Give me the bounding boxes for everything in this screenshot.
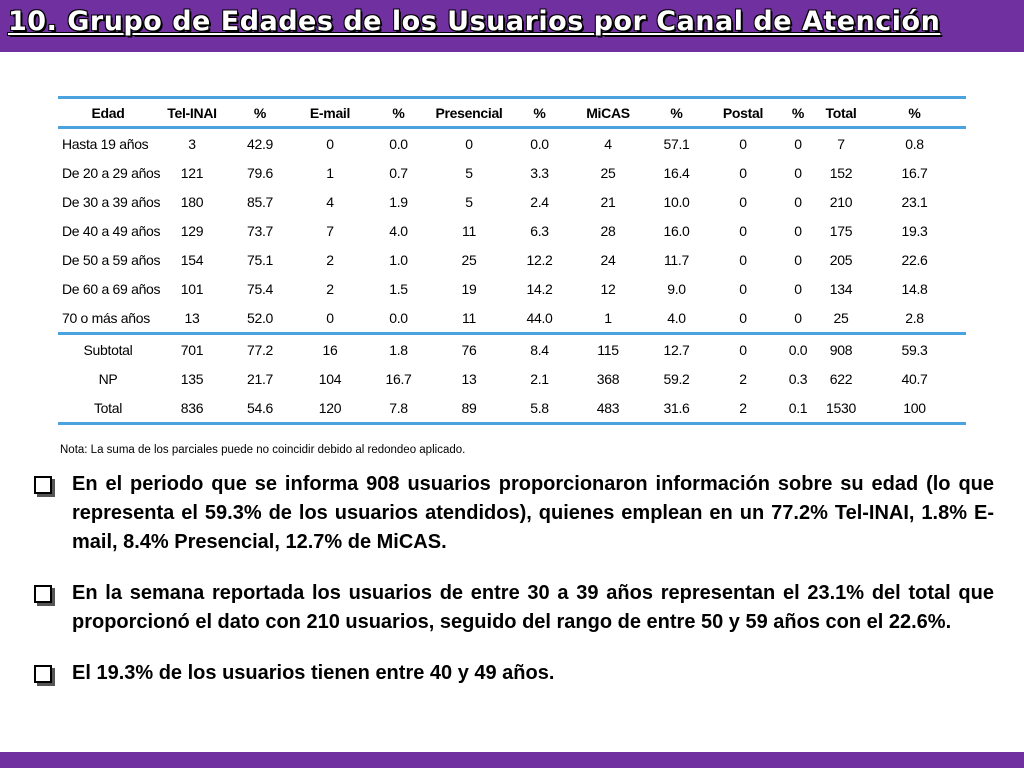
column-header: % — [392, 104, 405, 121]
table-cell: 31.6 — [663, 399, 690, 416]
table-cell: 21 — [600, 193, 616, 210]
table-cell: 5 — [465, 193, 473, 210]
table-cell: 368 — [596, 370, 620, 387]
table-cell: 21.7 — [246, 370, 274, 387]
table-cell: 6.3 — [530, 222, 549, 239]
table-cell: 12.7 — [663, 341, 690, 358]
table-cell: 1.5 — [389, 280, 408, 297]
table-cell: 28 — [600, 222, 616, 239]
table-cell: 0 — [739, 164, 747, 181]
table-cell: 0 — [326, 135, 334, 152]
table-cell: 135 — [180, 370, 204, 387]
table-cell: 23.1 — [901, 193, 928, 210]
table-cell: 152 — [829, 164, 853, 181]
table-row — [58, 303, 966, 334]
table-header-row — [58, 98, 966, 128]
table-cell: 22.6 — [901, 251, 928, 268]
bullet-text: El 19.3% de los usuarios tienen entre 40 y 49 años. — [72, 662, 555, 684]
table-cell: 134 — [829, 280, 853, 297]
table-cell: 0.1 — [788, 399, 808, 416]
column-header: % — [908, 104, 921, 121]
table-cell: 85.7 — [246, 193, 274, 210]
column-header: % — [670, 104, 683, 121]
table-cell: 16.0 — [663, 222, 690, 239]
row-label-cell: De 60 a 69 años — [62, 280, 161, 297]
column-header: Edad — [91, 104, 125, 121]
bullet-text: En la semana reportada los usuarios de entre 30 a 39 años representan el 23.1% del total que proporcionó el dato con 210 usuarios, seguido del rango de entre 50 y 59 años con el 22.6%. — [72, 582, 994, 633]
table-cell: 210 — [829, 193, 853, 210]
table-cell: 79.6 — [246, 164, 274, 181]
table-cell: 16.7 — [385, 370, 412, 387]
table-cell: 2 — [739, 370, 747, 387]
table-cell: 2.4 — [530, 193, 549, 210]
table-row — [58, 274, 966, 303]
table-cell: 3.3 — [530, 164, 549, 181]
table-cell: 483 — [596, 399, 620, 416]
row-label-cell: Hasta 19 años — [62, 135, 149, 152]
table-cell: 16 — [322, 341, 338, 358]
table-row — [58, 158, 966, 187]
table-cell: 0 — [739, 251, 747, 268]
table-cell: 101 — [180, 280, 204, 297]
table-row — [58, 128, 966, 159]
table-cell: 120 — [318, 399, 342, 416]
column-header: E-mail — [309, 104, 351, 121]
table-cell: 12 — [600, 280, 616, 297]
table-cell: 76 — [461, 341, 477, 358]
row-label-cell: NP — [98, 370, 118, 387]
table-cell: 0.7 — [389, 164, 408, 181]
row-label-cell: De 40 a 49 años — [62, 222, 161, 239]
table-cell: 89 — [461, 399, 477, 416]
footer-bar — [0, 752, 1024, 768]
table-row — [58, 334, 966, 365]
table-cell: 0 — [739, 135, 747, 152]
table-cell: 100 — [903, 399, 926, 416]
table-cell: 0.0 — [530, 135, 549, 152]
table-cell: 8.4 — [530, 341, 549, 358]
table-cell: 205 — [829, 251, 853, 268]
page-title: 10. Grupo de Edades de los Usuarios por Canal de Atención — [8, 6, 941, 37]
row-label-cell: De 20 a 29 años — [62, 164, 161, 181]
table-cell: 0 — [794, 135, 802, 152]
table-cell: 0 — [739, 222, 747, 239]
table-cell: 19 — [461, 280, 477, 297]
checkbox-bullet-icon — [34, 585, 52, 603]
column-header: Total — [825, 104, 857, 121]
table-cell: 2 — [326, 251, 334, 268]
table-cell: 52.0 — [246, 309, 274, 326]
age-channel-table — [58, 96, 966, 425]
table-cell: 12.2 — [526, 251, 553, 268]
column-header: Presencial — [435, 104, 503, 121]
table-cell: 0 — [794, 280, 802, 297]
table-cell: 2.8 — [905, 309, 924, 326]
table-cell: 1 — [604, 309, 612, 326]
table-cell: 129 — [180, 222, 204, 239]
table-cell: 10.0 — [663, 193, 690, 210]
table-cell: 4 — [604, 135, 612, 152]
table-cell: 73.7 — [246, 222, 274, 239]
column-header: % — [253, 104, 267, 121]
table-cell: 4.0 — [667, 309, 686, 326]
title-bar — [0, 0, 1024, 52]
table-cell: 3 — [188, 135, 196, 152]
table-row — [58, 187, 966, 216]
table-cell: 4 — [326, 193, 334, 210]
table-cell: 16.7 — [901, 164, 928, 181]
table-cell: 75.1 — [246, 251, 274, 268]
table-cell: 42.9 — [246, 135, 274, 152]
table-cell: 7 — [837, 135, 845, 152]
table-cell: 0.0 — [788, 341, 808, 358]
table-row — [58, 245, 966, 274]
table-cell: 44.0 — [526, 309, 553, 326]
table-cell: 25 — [600, 164, 616, 181]
table-cell: 0 — [739, 309, 747, 326]
table-cell: 115 — [597, 341, 619, 358]
table-cell: 9.0 — [667, 280, 686, 297]
table-cell: 908 — [829, 341, 853, 358]
table-cell: 75.4 — [246, 280, 274, 297]
table-cell: 1.9 — [389, 193, 408, 210]
table-cell: 121 — [180, 164, 204, 181]
table-cell: 25 — [461, 251, 477, 268]
table-cell: 11 — [462, 309, 476, 326]
table-cell: 59.2 — [663, 370, 690, 387]
table-cell: 622 — [829, 370, 853, 387]
table-cell: 175 — [829, 222, 853, 239]
table-cell: 2 — [739, 399, 747, 416]
column-header: Tel-INAI — [167, 104, 217, 121]
table-cell: 0 — [326, 309, 334, 326]
age-channel-table-container — [58, 96, 966, 425]
bullet-list — [30, 470, 994, 710]
table-cell: 11 — [462, 222, 476, 239]
table-cell: 0.0 — [389, 309, 408, 326]
table-cell: 0.8 — [905, 135, 924, 152]
table-cell: 24 — [600, 251, 616, 268]
bullet-item — [30, 470, 994, 557]
table-cell: 14.2 — [526, 280, 553, 297]
table-row — [58, 393, 966, 424]
table-cell: 54.6 — [246, 399, 274, 416]
column-header: MiCAS — [586, 104, 630, 121]
bullet-item — [30, 659, 994, 688]
table-row — [58, 216, 966, 245]
table-cell: 4.0 — [389, 222, 408, 239]
table-cell: 0.3 — [788, 370, 808, 387]
table-cell: 14.8 — [901, 280, 928, 297]
table-cell: 7.8 — [389, 399, 408, 416]
table-cell: 59.3 — [901, 341, 928, 358]
table-cell: 154 — [180, 251, 204, 268]
table-cell: 2.1 — [530, 370, 549, 387]
bullet-item — [30, 579, 994, 637]
table-cell: 57.1 — [663, 135, 690, 152]
row-label-cell: Subtotal — [83, 341, 133, 358]
checkbox-bullet-icon — [34, 476, 52, 494]
table-cell: 0 — [794, 193, 802, 210]
table-cell: 5 — [465, 164, 473, 181]
row-label-cell: De 30 a 39 años — [62, 193, 161, 210]
table-row — [58, 364, 966, 393]
table-cell: 77.2 — [246, 341, 274, 358]
table-cell: 180 — [180, 193, 204, 210]
table-body — [58, 128, 966, 424]
table-cell: 0 — [739, 341, 747, 358]
column-header: % — [791, 104, 805, 121]
table-cell: 13 — [461, 370, 477, 387]
row-label-cell: De 50 a 59 años — [62, 251, 161, 268]
table-cell: 11.7 — [663, 251, 689, 268]
table-cell: 0 — [465, 135, 473, 152]
table-cell: 40.7 — [901, 370, 928, 387]
table-cell: 13 — [184, 309, 200, 326]
row-label-cell: Total — [93, 399, 123, 416]
checkbox-bullet-icon — [34, 665, 52, 683]
table-cell: 7 — [326, 222, 334, 239]
table-cell: 1.8 — [389, 341, 408, 358]
table-cell: 0 — [794, 222, 802, 239]
table-cell: 1.0 — [389, 251, 408, 268]
column-header: Postal — [722, 104, 764, 121]
table-note: Nota: La suma de los parciales puede no coincidir debido al redondeo aplicado. — [60, 444, 466, 456]
table-cell: 1530 — [826, 399, 856, 416]
table-cell: 5.8 — [530, 399, 549, 416]
row-label-cell: 70 o más años — [62, 309, 150, 326]
bullet-text: En el periodo que se informa 908 usuarios proporcionaron información sobre su edad (lo que representa el 59.3% de los usuarios atendidos), quienes emplean en un 77.2% Tel-INAI, 1.8% E-mail, 8.4% Presencial, 12.7% de MiCAS. — [72, 473, 994, 553]
table-cell: 1 — [326, 164, 334, 181]
table-cell: 0 — [739, 280, 747, 297]
table-cell: 0.0 — [389, 135, 408, 152]
table-cell: 2 — [326, 280, 334, 297]
table-cell: 16.4 — [663, 164, 690, 181]
table-cell: 836 — [180, 399, 204, 416]
table-cell: 0 — [794, 251, 802, 268]
table-cell: 104 — [318, 370, 342, 387]
table-cell: 0 — [739, 193, 747, 210]
table-cell: 19.3 — [901, 222, 928, 239]
table-cell: 0 — [794, 309, 802, 326]
table-cell: 0 — [794, 164, 802, 181]
table-cell: 25 — [833, 309, 849, 326]
table-cell: 701 — [180, 341, 204, 358]
column-header: % — [533, 104, 546, 121]
